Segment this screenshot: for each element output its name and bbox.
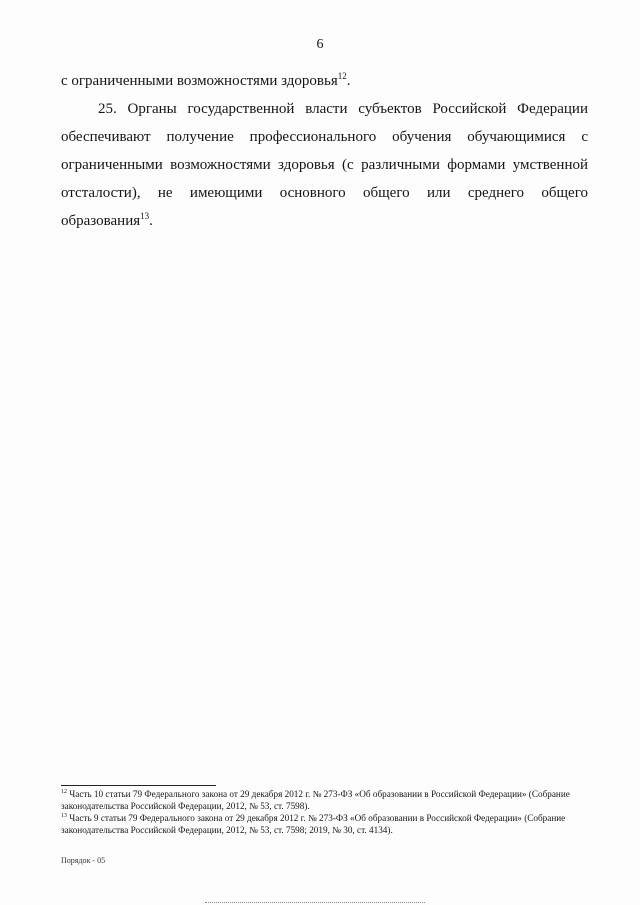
document-code: Порядок - 05 [61,856,106,865]
page-number: 6 [316,37,324,52]
footnote-divider [61,785,216,786]
paragraph-end: . [346,73,351,89]
footnote-ref-12[interactable]: 12 [337,71,347,81]
paragraph-end: . [149,213,153,229]
footnote-text: Часть 9 статьи 79 Федерального закона от 29 декабря 2012 г. № 273-ФЗ «Об образовании в Российской Федерации» (Собрание законодательства Российской Федерации, 2012, № 53, ст. 7598; 2019, № 30, ст. 4134). [61,813,566,835]
footnote-ref-13[interactable]: 13 [140,211,150,221]
footnote-number: 12 [61,788,67,795]
footnote-number: 13 [61,812,67,819]
footnote-text: Часть 10 статьи 79 Федерального закона от 29 декабря 2012 г. № 273-ФЗ «Об образовании в Российской Федерации» (Собрание законодательства Российской Федерации, 2012, № 53, ст. 7598). [61,789,570,811]
paragraph-text: 25. Органы государственной власти субъектов Российской Федерации обеспечивают получение профессионального обучения обучающимися с ограниченными возможностями здоровья (с различными формами умственной отсталости), не имеющими основного общего или среднего общего образования [61,101,588,229]
footnote-12 [61,789,588,812]
body-text [61,67,588,235]
paragraph-text: с ограниченными возможностями здоровья [61,73,338,89]
paragraph-25 [61,95,588,235]
scan-edge-mark [205,902,425,903]
footnote-13 [61,813,588,836]
footnotes [61,789,588,837]
paragraph-continuation [61,67,588,95]
